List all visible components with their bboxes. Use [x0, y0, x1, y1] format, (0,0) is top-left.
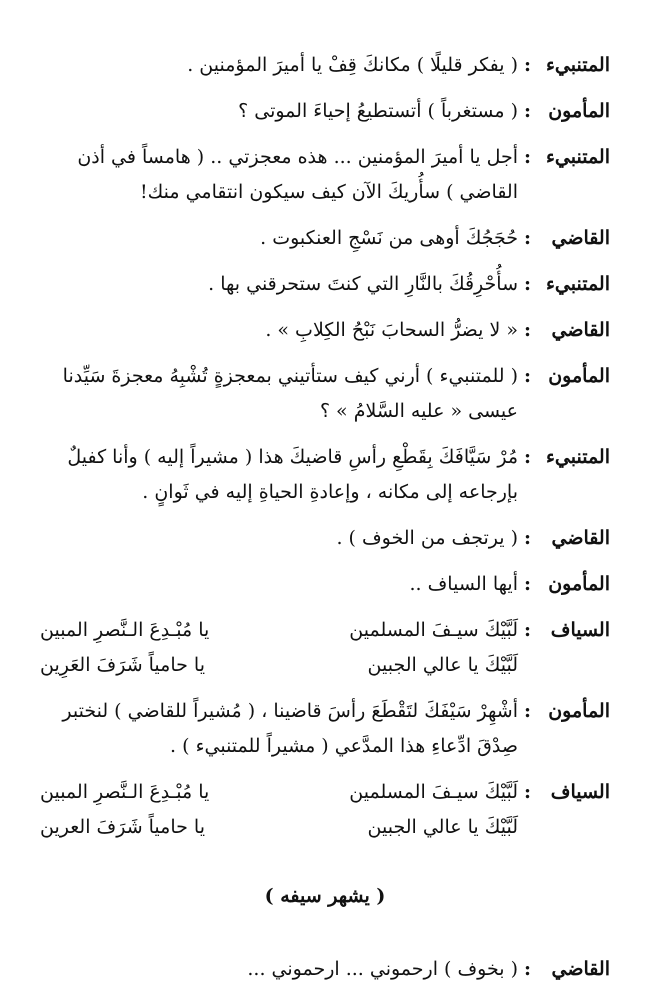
dialogue-entry	[40, 267, 610, 302]
verse-row	[40, 810, 518, 845]
speech-text	[40, 313, 518, 348]
speech-text	[40, 221, 518, 256]
speech-text	[40, 48, 518, 83]
verse-first-hemistich: لَبَّيْكَ يا عالي الجبين	[367, 816, 518, 838]
verse-first-hemistich: لَبَّيْكَ يا عالي الجبين	[367, 654, 518, 676]
speech-line: عيسى « عليه السَّلامُ » ؟	[319, 400, 518, 422]
verse-first-hemistich: لَبَّيْكَ سيـفَ المسلمين	[349, 619, 518, 641]
dialogue-entry	[40, 567, 610, 602]
speaker-name: المتنبيء :	[524, 54, 610, 76]
speaker-name: القاضي :	[524, 319, 610, 341]
dialogue-entry	[40, 221, 610, 256]
speaker-name: المتنبيء :	[524, 446, 610, 468]
stage-direction: ( يشهر سيفه )	[264, 885, 386, 907]
dialogue-entry	[40, 694, 610, 764]
speech-line: أيها السياف ..	[409, 573, 518, 595]
verse-entry	[40, 613, 610, 683]
speaker-name: القاضي :	[524, 227, 610, 249]
dialogue-entry	[40, 140, 610, 210]
speaker-name: المأمون :	[524, 700, 610, 722]
speaker-name: السياف :	[524, 619, 610, 641]
speech-text	[40, 440, 518, 510]
page	[40, 48, 610, 998]
speech-text	[40, 521, 518, 556]
speech-line: حُجَجُكَ أوهى من نَسْجِ العنكبوت .	[260, 227, 518, 249]
speech-line: ( يرتجف من الخوف ) .	[336, 527, 518, 549]
speaker-name: القاضي :	[524, 527, 610, 549]
verse-second-hemistich: يا مُبْـدِعَ الـنَّصرِ المبين	[40, 619, 210, 641]
speaker-name: المأمون :	[524, 100, 610, 122]
speech-line: صِدْقَ ادِّعاءِ هذا المدَّعي ( مشيراً للمتنبيء ) .	[170, 735, 518, 757]
verse-row	[40, 648, 518, 683]
speech-text	[40, 952, 518, 987]
speech-text	[40, 694, 518, 764]
speech-text	[40, 94, 518, 129]
verse-entry	[40, 775, 610, 845]
speech-text	[40, 359, 518, 429]
verse-second-hemistich: يا حامياً شَرَفَ العَرِين	[40, 654, 205, 676]
dialogue-entry	[40, 94, 610, 129]
speaker-name: القاضي :	[524, 958, 610, 980]
dialogue-entry	[40, 521, 610, 556]
speech-text	[40, 140, 518, 210]
poem-verse	[40, 613, 518, 683]
speech-line: « لا يضرُّ السحابَ نَبْحُ الكِلابِ » .	[265, 319, 518, 341]
speech-line: بإرجاعه إلى مكانه ، وإعادةِ الحياةِ إليه في ثَوانٍ .	[142, 481, 518, 503]
speaker-name: المأمون :	[524, 365, 610, 387]
speech-line: ( مستغرباً ) أتستطيعُ إحياءَ الموتى ؟	[238, 100, 518, 122]
speaker-name: المأمون :	[524, 573, 610, 595]
speech-line: أشْهِرْ سَيْفَكَ لتَقْطَعَ رأسَ قاضينا ، ( مُشيراً للقاضي ) لنختبر	[62, 700, 518, 722]
speech-text	[40, 267, 518, 302]
speaker-name: المتنبيء :	[524, 273, 610, 295]
speaker-name: السياف :	[524, 781, 610, 803]
dialogue-entry	[40, 48, 610, 83]
dialogue-entry	[40, 952, 610, 987]
speech-line: أجل يا أميرَ المؤمنين ... هذه معجزتي .. ( هامساً في أذن	[77, 146, 518, 168]
speech-line: القاضي ) سأُريكَ الآن كيف سيكون انتقامي منك!	[139, 181, 518, 203]
speech-line: ( يفكر قليلًا ) مكانكَ قِفْ يا أميرَ المؤمنين .	[187, 54, 518, 76]
dialogue-entry	[40, 359, 610, 429]
verse-first-hemistich: لَبَّيْكَ سيـفَ المسلمين	[349, 781, 518, 803]
speech-line: سأُحْرِقُكَ بالنَّارِ التي كنتَ ستحرقني بها .	[208, 273, 518, 295]
dialogue-entry	[40, 440, 610, 510]
speech-text	[40, 567, 518, 602]
poem-verse	[40, 775, 518, 845]
speech-line: ( بخوف ) ارحموني ... ارحموني ...	[247, 958, 518, 980]
speaker-name: المتنبيء :	[524, 146, 610, 168]
speech-line: مُرْ سَيَّافَكَ بِقَطْعِ رأسِ قاضيكَ هذا ( مشيراً إليه ) وأنا كفيلٌ	[67, 446, 518, 468]
verse-second-hemistich: يا حامياً شَرَفَ العرين	[40, 816, 205, 838]
speech-line: ( للمتنبيء ) أرني كيف ستأتيني بمعجزةٍ تُشْبِهُ معجزةَ سَيِّدنا	[62, 365, 518, 387]
verse-second-hemistich: يا مُبْـدِعَ الـنَّصرِ المبين	[40, 781, 210, 803]
verse-row	[40, 613, 518, 648]
verse-row	[40, 775, 518, 810]
dialogue-entry	[40, 313, 610, 348]
